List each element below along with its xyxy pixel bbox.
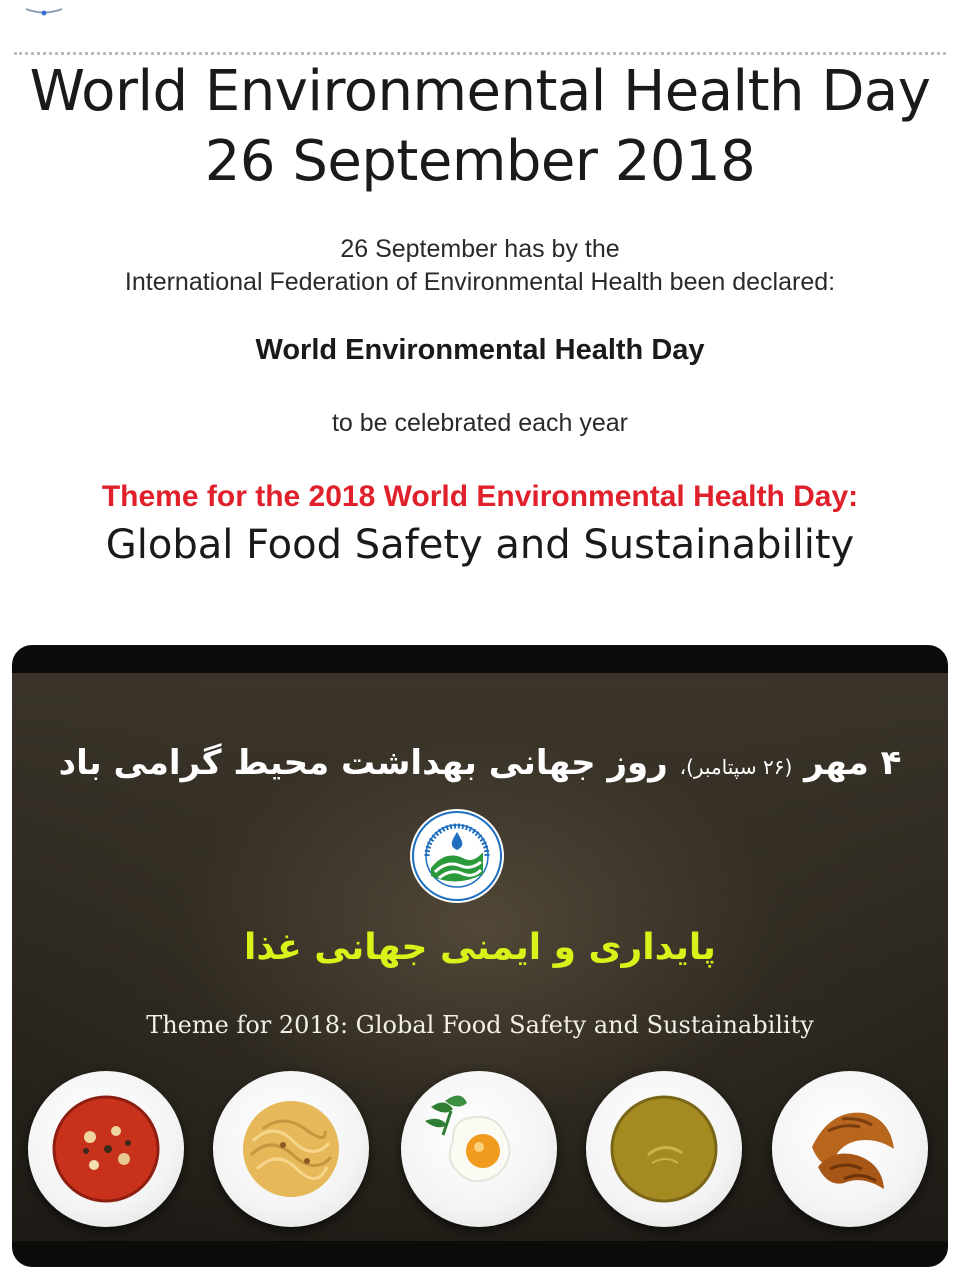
puree-plate [586,1071,742,1227]
tomato-soup-icon [28,1071,184,1227]
croissant-plate [772,1071,928,1227]
pea-soup-icon [586,1071,742,1227]
poster-image [12,645,948,1267]
top-chevron-icon [24,6,64,18]
event-name: World Environmental Health Day [255,334,705,366]
theme-label: Theme for the 2018 World Environmental Health Day: [101,480,859,513]
croissant-icon [772,1071,928,1227]
association-logo-icon [407,806,507,906]
main-date: 26 September 2018 [204,129,756,194]
declaration-line-3: to be celebrated each year [331,409,629,437]
poster-subtitle-fa: پایداری و ایمنی جهانی غذا [244,927,716,968]
theme-value: Global Food Safety and Sustainability [105,522,855,568]
main-title: World Environmental Health Day [29,59,931,124]
declaration-line-1: 26 September has by the [340,235,620,263]
headline-main: ۴ مهر [804,743,902,783]
dotted-divider [14,52,946,55]
declaration-line-2: International Federation of Environmental Health been declared: [124,268,836,296]
egg-plate [401,1071,557,1227]
headline-rest: روز جهانی بهداشت محیط گرامی باد [58,743,668,783]
fried-egg-icon [401,1071,557,1227]
poster-background [12,673,948,1241]
spaghetti-icon [213,1071,369,1227]
headline-paren: (۲۶ سپتامبر)، [679,755,793,779]
soup-plate [28,1071,184,1227]
poster-headline [12,743,948,783]
poster-theme-en: Theme for 2018: Global Food Safety and Sustainability [146,1011,814,1039]
pasta-plate [213,1071,369,1227]
